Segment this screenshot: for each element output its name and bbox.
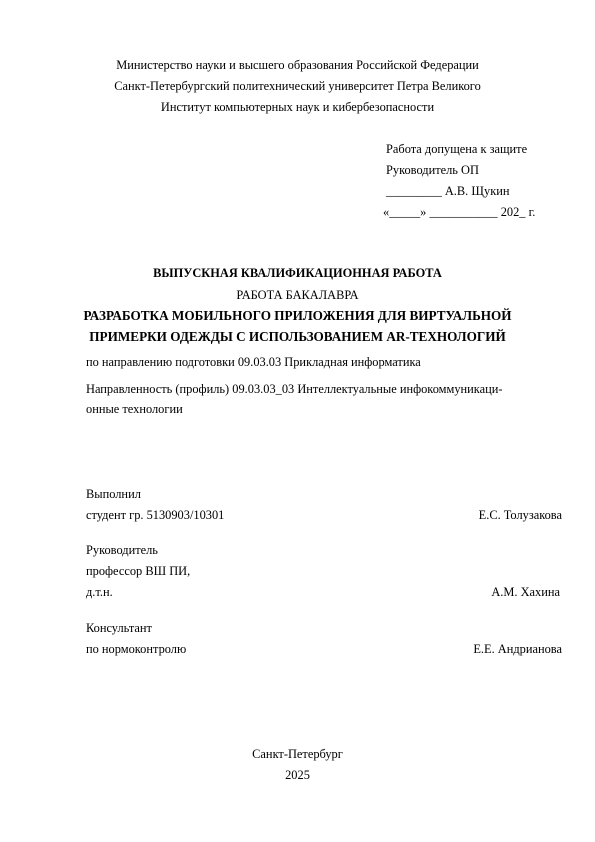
- supervisor-label: Руководитель: [86, 543, 158, 557]
- work-direction: по направлению подготовки 09.03.03 Прикладная информатика: [86, 355, 421, 369]
- author-label: Выполнил: [86, 487, 141, 501]
- author-name: Е.С. Толузакова: [478, 508, 562, 522]
- city: Санкт-Петербург: [252, 747, 343, 761]
- approval-date: «_____» ___________ 202_ г.: [383, 205, 536, 219]
- work-title-line2: ПРИМЕРКИ ОДЕЖДЫ С ИСПОЛЬЗОВАНИЕМ AR-ТЕХНОЛОГИЙ: [89, 329, 506, 344]
- consultant-role: по нормоконтролю: [86, 642, 187, 656]
- work-profile-line1: Направленность (профиль) 09.03.03_03 Интеллектуальные инфокоммуникаци-: [86, 382, 503, 396]
- consultant-name: Е.Е. Андрианова: [473, 642, 562, 656]
- approval-signature: _________ А.В. Щукин: [386, 184, 510, 198]
- work-profile-line2: онные технологии: [86, 402, 183, 416]
- institute-line: Институт компьютерных наук и кибербезопасности: [160, 100, 435, 114]
- supervisor-role2: д.т.н.: [86, 585, 113, 599]
- work-type: ВЫПУСКНАЯ КВАЛИФИКАЦИОННАЯ РАБОТА: [153, 266, 442, 280]
- supervisor-role1: профессор ВШ ПИ,: [86, 564, 191, 578]
- author-role: студент гр. 5130903/10301: [86, 508, 225, 522]
- work-title-line1: РАЗРАБОТКА МОБИЛЬНОГО ПРИЛОЖЕНИЯ ДЛЯ ВИРТУАЛЬНОЙ: [83, 308, 512, 323]
- ministry-line: Министерство науки и высшего образования Российской Федерации: [116, 58, 479, 72]
- year: 2025: [285, 768, 310, 782]
- approval-admitted: Работа допущена к защите: [386, 142, 528, 156]
- university-line: Санкт-Петербургский политехнический университет Петра Великого: [114, 79, 481, 93]
- work-subtype: РАБОТА БАКАЛАВРА: [236, 288, 359, 302]
- consultant-label: Консультант: [86, 621, 152, 635]
- supervisor-name: А.М. Хахина: [491, 585, 560, 599]
- approval-head: Руководитель ОП: [386, 163, 479, 177]
